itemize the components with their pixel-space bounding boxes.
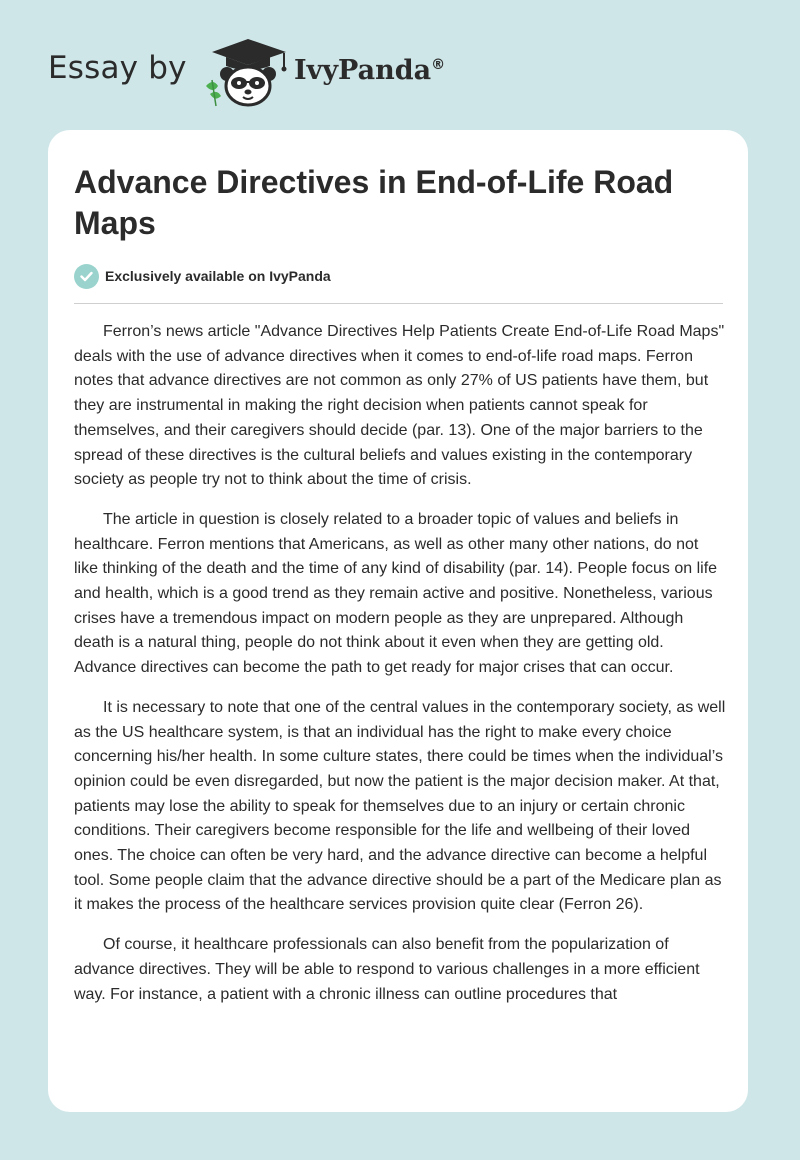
paragraph: Ferron’s news article "Advance Directives Help Patients Create End-of-Life Road Maps" deals with the use of advance directives when it comes to end-of-life road maps. Ferron notes that advance directives are not common as only 27% of US patients have them, but they are instrumental in making the right decision when patients cannot speak for themselves, and their caregivers should decide (par. 13). One of the major barriers to the spread of these directives is the cultural beliefs and values existing in the contemporary society as people try not to think about the time of crisis.: [74, 323, 725, 489]
paragraph: Of course, it healthcare professionals can also benefit from the popularization of advance directives. They will be able to respond to various challenges in a more efficient way. For instance, a patient with a chronic illness can outline procedures that: [74, 936, 700, 1003]
panda-graduate-icon[interactable]: [202, 36, 292, 108]
exclusive-badge: [74, 263, 331, 289]
essay-by-label: Essay by: [48, 50, 187, 86]
essay-card: [48, 130, 748, 1112]
brand-name[interactable]: IvyPanda®: [294, 55, 446, 86]
check-icon: [74, 264, 99, 289]
paragraph: The article in question is closely related to a broader topic of values and beliefs in healthcare. Ferron mentions that Americans, as well as other many other nations, do not like thinking of the death and the time of any kind of disability (par. 14). People focus on life and health, which is a good trend as they remain active and positive. Nonetheless, various crises have a tremendous impact on modern people as they are unprepared. Although death is a natural thing, people do not think about it even when they are getting old. Advance directives can become the path to get ready for major crises that can occur.: [74, 510, 718, 677]
badge-text: Exclusively available on IvyPanda: [105, 268, 331, 284]
essay-body: [74, 320, 726, 1022]
registered-mark: ®: [431, 57, 446, 73]
site-header: [0, 0, 800, 130]
divider: [74, 303, 723, 304]
paragraph: It is necessary to note that one of the central values in the contemporary society, as well as the US healthcare system, is that an individual has the right to make every choice concerning his/her health. In some culture states, there could be times when the individual’s opinion could be even disregarded, but now the patient is the major decision maker. At that, patients may lose the ability to speak for themselves due to an injury or certain chronic conditions. Their caregivers become responsible for the life and wellbeing of their loved ones. The choice can often be very hard, and the advance directive can become a helpful tool. Some people claim that the advance directive should be a part of the Medicare plan as it makes the process of the healthcare services provision quite clear (Ferron 26).: [74, 698, 726, 914]
essay-title: Advance Directives in End-of-Life Road Maps: [74, 164, 674, 241]
